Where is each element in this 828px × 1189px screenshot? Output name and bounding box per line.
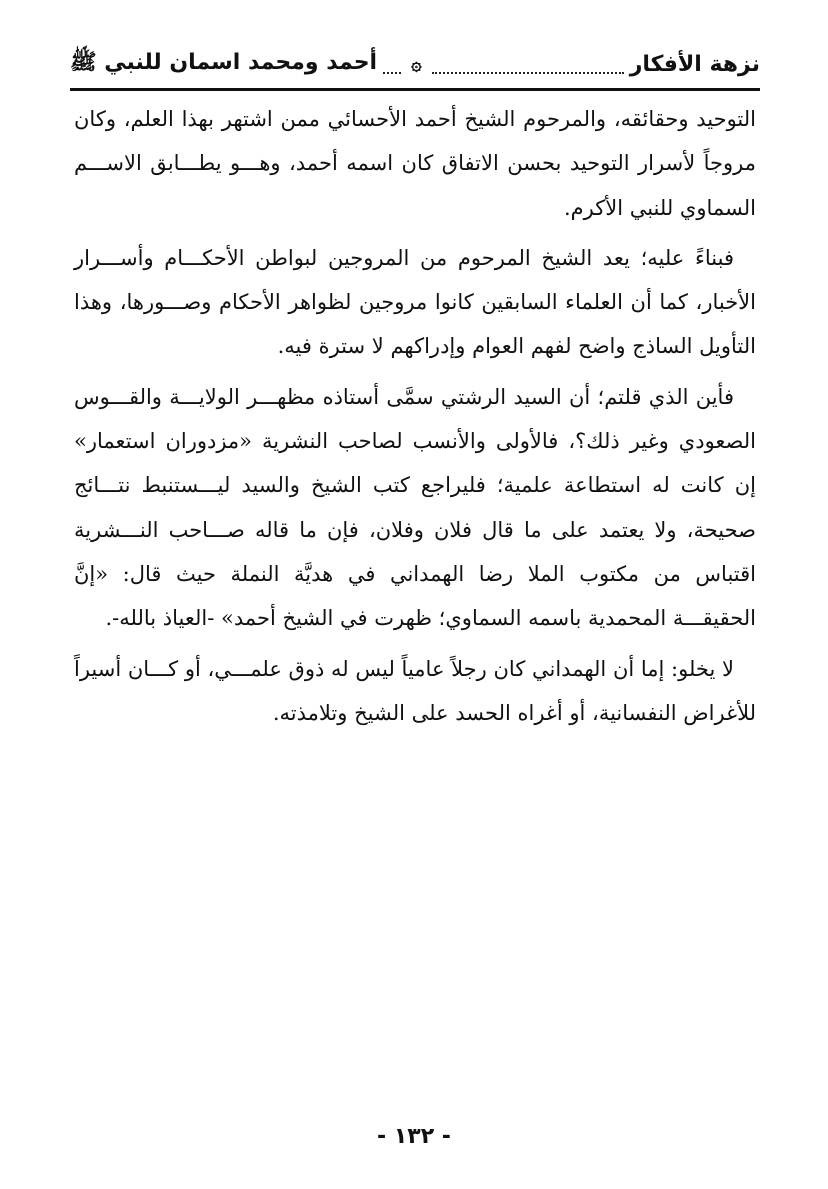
book-title: نزهة الأفكار [629,51,760,77]
page-number: - ١٣٢ - [377,1124,451,1149]
paragraph: التوحيد وحقائقه، والمرحوم الشيخ أحمد الأحسائي ممن اشتهر بهذا العلم، وكان مروجاً لأسرار التوحيد بحسن الاتفاق كان اسمه أحمد، وهـــو يطـــابق الاســـم السماوي للنبي الأكرم. [74,107,756,220]
header-rule [70,88,760,91]
paragraph: فأين الذي قلتم؛ أن السيد الرشتي سمَّى أستاذه مظهـــر الولايـــة والقـــوس الصعودي وغير ذلك؟، فالأولى والأنسب لصاحب النشرية «مزدوران استعمار» إن كانت له استطاعة علمية؛ فليراجع كتب الشيخ والسيد ليـــستنبط نتـــائج صحيحة، ولا يعتمد على ما قال فلان وفلان، فإن ما قاله صـــاحب النـــشرية اقتباس من مكتوب الملا رضا الهمداني في هديَّة النملة حيث قال: «إنَّ الحقيقـــة المحمدية باسمه السماوي؛ ظهرت في الشيخ أحمد» -العياذ بالله-. [74,384,756,631]
paragraph: لا يخلو: إما أن الهمداني كان رجلاً عامياً ليس له ذوق علمـــي، أو كـــان أسيراً للأغراض النفسانية، أو أغراه الحسد على الشيخ وتلامذته. [74,656,756,725]
header-dot-leader [432,58,624,74]
chapter-title: أحمد ومحمد اسمان للنبي ﷺ [70,50,378,75]
body-text [74,97,756,741]
ornament-star-icon: ۞ [411,53,422,75]
running-header [70,44,760,84]
header-dot-leader [383,58,401,74]
paragraph: فبناءً عليه؛ يعد الشيخ المرحوم من المروجين لبواطن الأحكـــام وأســـرار الأخبار، كما أن العلماء السابقين كانوا مروجين لظواهر الأحكام وصـــورها، وهذا التأويل الساذج واضح لفهم العوام وإدراكهم لا سترة فيه. [74,245,756,359]
